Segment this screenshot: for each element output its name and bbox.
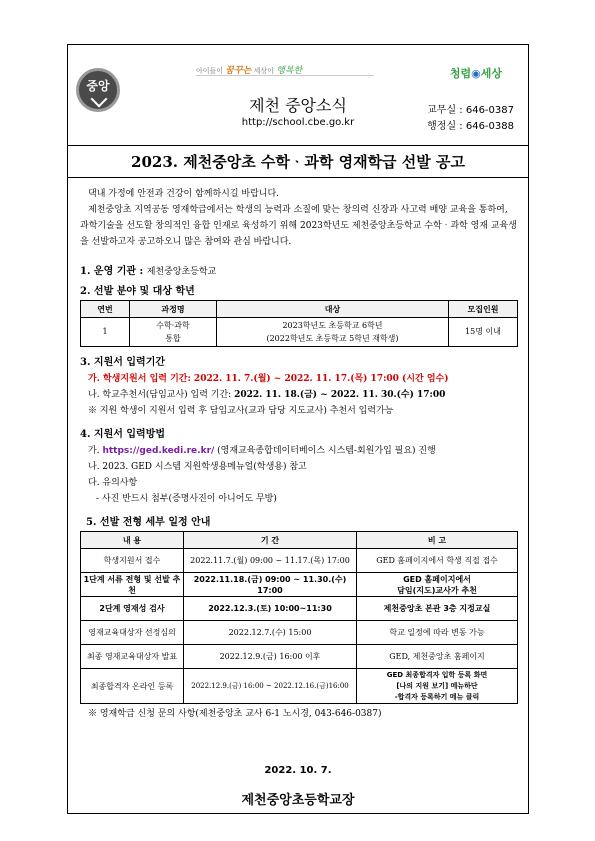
phone-office: 교무실 : 646-0387 bbox=[427, 105, 514, 116]
schedule-table-header bbox=[81, 532, 518, 549]
title-divider bbox=[68, 177, 528, 178]
caution-label: 다. 유의사항 bbox=[88, 478, 138, 488]
intro bbox=[80, 186, 518, 250]
schedule-body bbox=[81, 549, 518, 704]
phone-admin: 행정실 : 646-0388 bbox=[427, 121, 514, 132]
th-no: 연번 bbox=[81, 301, 130, 318]
section2-label: 2. 선발 분야 및 대상 학년 bbox=[80, 286, 195, 297]
ged-link[interactable]: https://ged.kedi.re.kr/ bbox=[102, 446, 215, 456]
schedule-note-line: GED, 제천중앙초 홈페이지 bbox=[389, 652, 485, 661]
recommend-value: 2022. 11. 18.(금) ~ 2022. 11. 30.(수) 17:00 bbox=[234, 390, 446, 400]
table-row bbox=[81, 549, 518, 573]
schedule-note-line: 담임(지도)교사가 추천 bbox=[397, 585, 477, 595]
intro-purpose: 제천중앙초 지역공동 영재학급에서는 학생의 능력과 소질에 맞는 창의력 신장과 사고력 배양 교육을 통하여, 과학기술을 선도할 창의적인 융합 인재로 육성하기 위해 2023학년도 제천중앙초등학교 수학ᆞ과학 영재 교육생을 선발하고자 공고하오니 많은 참여와 관심 바랍니다. bbox=[80, 205, 517, 247]
schedule-content: 최종합격자 온라인 등록 bbox=[81, 669, 184, 704]
teacher-recommendation-period bbox=[80, 387, 518, 403]
notice-title: 2023. 제천중앙초 수학ᆞ과학 영재학급 선발 공고 bbox=[131, 153, 465, 171]
schedule-note bbox=[357, 549, 518, 573]
student-application-period: 가. 학생지원서 입력 기간: 2022. 11. 7.(월) ~ 2022. 11. 17.(목) 17:00 (시간 엄수) bbox=[88, 374, 449, 384]
section1-value: 제천중앙초등학교 bbox=[146, 267, 217, 277]
schedule-content: 1단계 서류 전형 및 선발 추천 bbox=[81, 573, 184, 597]
course-line1: 수학·과학 bbox=[156, 321, 190, 330]
schedule-note bbox=[357, 597, 518, 621]
slogan-part2: 꿈꾸는 bbox=[225, 66, 252, 76]
notice-frame bbox=[67, 44, 529, 814]
schedule-footnote: ※ 영재학급 신청 문의 사항(제천중앙초 교사 6-1 노시경, 043-646-0387) bbox=[88, 709, 382, 719]
target-table bbox=[80, 300, 518, 347]
th-count: 모집인원 bbox=[449, 301, 518, 318]
contact-phones bbox=[427, 103, 514, 135]
section1 bbox=[80, 264, 518, 280]
manual-reference: 나. 2023. GED 시스템 지원학생용메뉴얼(학생용) 참고 bbox=[88, 462, 307, 472]
principal-signature: 제천중앙초등학교장 bbox=[241, 793, 355, 808]
target-table-header bbox=[81, 301, 518, 318]
cell-target bbox=[217, 318, 449, 347]
th-target: 대상 bbox=[217, 301, 449, 318]
target-line2: (2022학년도 초등학교 5학년 재학생) bbox=[266, 334, 399, 343]
slogan-part4: 행복한 bbox=[276, 66, 303, 76]
schedule-note-line: [나의 지원 보기] 메뉴하단 bbox=[396, 681, 478, 690]
schedule-note-line: 제천중앙초 본관 3층 지정교실 bbox=[383, 604, 491, 613]
table-row bbox=[81, 621, 518, 645]
schedule-table bbox=[80, 531, 518, 704]
section1-label: 1. 운영 기관 : bbox=[80, 266, 144, 277]
schedule-note-line: 학교 일정에 따라 변동 가능 bbox=[389, 628, 485, 637]
schedule-content: 영재교육대상자 선정심의 bbox=[81, 621, 184, 645]
recommend-prefix: 나. 학교추천서(담임교사) 입력 기간: bbox=[88, 390, 232, 400]
table-row bbox=[81, 669, 518, 704]
table-row bbox=[81, 597, 518, 621]
th-note: 비 고 bbox=[357, 532, 518, 549]
schedule-period: 2022.11.7.(월) 09:00 ~ 11.17.(목) 17:00 bbox=[184, 549, 357, 573]
section4-label: 4. 지원서 입력방법 bbox=[80, 429, 166, 440]
logo-text: 중앙 bbox=[86, 79, 110, 93]
schedule-period: 2022.12.7.(수) 15:00 bbox=[184, 621, 357, 645]
schedule-period: 2022.12.9.(금) 16:00 ~ 2022.12.16.(금)16:00 bbox=[184, 669, 357, 704]
schedule-period: 2022.11.18.(금) 09:00 ~ 11.30.(수) 17:00 bbox=[184, 573, 357, 597]
section3-label: 3. 지원서 입력기간 bbox=[80, 357, 166, 368]
target-line1: 2023학년도 초등학교 6학년 bbox=[282, 321, 383, 330]
schedule-note bbox=[357, 573, 518, 597]
schedule-note-line: GED 최종합격자 입학 등록 화면 bbox=[386, 670, 488, 679]
schedule-note-line: GED 홈페이지에서 bbox=[403, 574, 471, 584]
schedule-note bbox=[357, 621, 518, 645]
cell-count: 15명 이내 bbox=[449, 318, 518, 347]
intro-greeting: 댁내 가정에 안전과 건강이 함께하시길 바랍니다. bbox=[88, 189, 280, 199]
course-line2: 통합 bbox=[165, 334, 181, 343]
caution-photo: - 사진 반드시 첨부(증명사진이 아니어도 무방) bbox=[96, 494, 277, 504]
section3-note: ※ 지원 학생이 지원서 입력 후 담임교사(교과 담당 지도교사) 추천서 입력가능 bbox=[88, 406, 394, 416]
schedule-note-line: GED 홈페이지에서 학생 직접 접수 bbox=[376, 556, 498, 565]
schedule-note bbox=[357, 669, 518, 704]
notice-body bbox=[80, 186, 518, 722]
schedule-period: 2022.12.3.(토) 10:00~11:30 bbox=[184, 597, 357, 621]
application-site bbox=[80, 443, 518, 459]
site-prefix: 가. bbox=[88, 446, 100, 456]
newsletter-header bbox=[68, 45, 528, 146]
table-row bbox=[81, 645, 518, 669]
schedule-period: 2022.12.9.(금) 16:00 이후 bbox=[184, 645, 357, 669]
table-row bbox=[81, 573, 518, 597]
integrity-brand: 청렴◉세상 bbox=[449, 67, 502, 80]
schedule-note bbox=[357, 645, 518, 669]
notice-date: 2022. 10. 7. bbox=[264, 765, 332, 776]
table-row bbox=[81, 318, 518, 347]
brand-part1: 청렴 bbox=[449, 67, 472, 80]
cell-no: 1 bbox=[81, 318, 130, 347]
school-url[interactable]: http://school.cbe.go.kr bbox=[241, 117, 355, 128]
slogan-underline bbox=[196, 75, 374, 76]
section5-label: 5. 선발 전형 세부 일정 안내 bbox=[86, 517, 211, 528]
slogan-part1: 아이들이 bbox=[196, 67, 224, 75]
schedule-content: 학생지원서 접수 bbox=[81, 549, 184, 573]
slogan-part3: 세상이 bbox=[253, 67, 274, 75]
site-suffix: (영재교육종합데이터베이스 시스템-회원가입 필요) 진행 bbox=[217, 446, 436, 456]
schedule-note-line: -합격자 등록하기 메뉴 클릭 bbox=[394, 692, 480, 701]
schedule-content: 2단계 영재성 검사 bbox=[81, 597, 184, 621]
newsletter-title: 제천 중앙소식 bbox=[249, 96, 347, 115]
th-course: 과정명 bbox=[130, 301, 217, 318]
th-period: 기 간 bbox=[184, 532, 357, 549]
th-content: 내 용 bbox=[81, 532, 184, 549]
schedule-content: 최종 영재교육대상자 발표 bbox=[81, 645, 184, 669]
cell-course bbox=[130, 318, 217, 347]
brand-part2: 세상 bbox=[480, 67, 502, 80]
